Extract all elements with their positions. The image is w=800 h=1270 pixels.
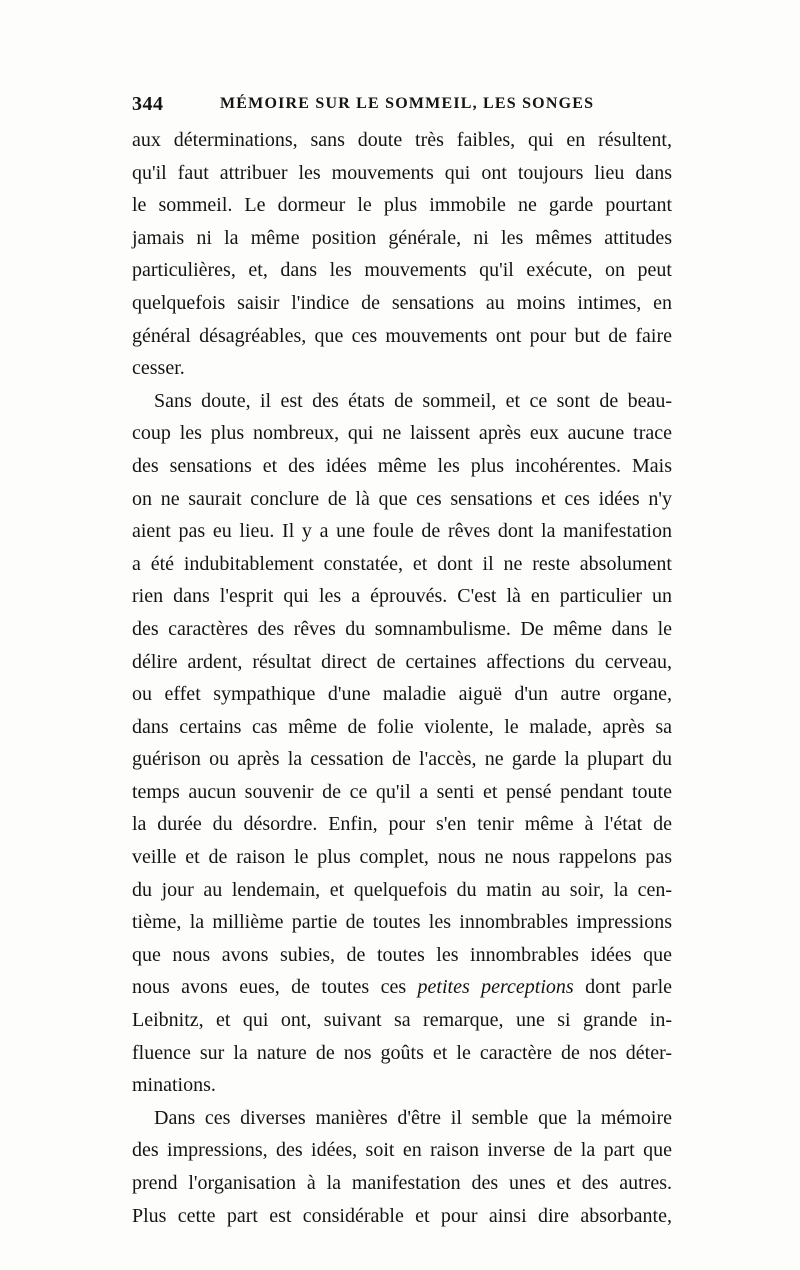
text-line: que nous avons subies, de toutes les innombrables idées que <box>132 943 672 966</box>
text-line: on ne saurait conclure de là que ces sensations et ces idées n'y <box>132 487 672 510</box>
text-line: temps aucun souvenir de ce qu'il a senti et pensé pendant toute <box>132 780 672 803</box>
text-line: rien dans l'esprit qui les a éprouvés. C'est là en particulier un <box>132 585 672 608</box>
text-line: dans certains cas même de folie violente, le malade, après sa <box>132 715 672 738</box>
text-line-with-italic <box>132 971 672 1004</box>
body-text <box>132 124 672 1232</box>
page-number: 344 <box>132 93 164 115</box>
text-line: ou effet sympathique d'une maladie aiguë d'un autre organe, <box>132 683 672 706</box>
text-segment: dont parle <box>585 976 672 999</box>
text-segment: nous avons eues, de toutes ces <box>132 976 407 999</box>
text-line: particulières, et, dans les mouvements qu'il exécute, on peut <box>132 259 672 282</box>
text-line: général désagréables, que ces mouvements ont pour but de faire <box>132 324 672 347</box>
page-header <box>132 93 672 119</box>
text-line: aient pas eu lieu. Il y a une foule de rêves dont la manifestation <box>132 520 672 543</box>
text-line: Plus cette part est considérable et pour ainsi dire absorbante, <box>132 1204 672 1227</box>
paragraph-start-line: Sans doute, il est des états de sommeil, et ce sont de beau- <box>154 389 672 412</box>
text-line: jamais ni la même position générale, ni les mêmes attitudes <box>132 226 672 249</box>
text-line: coup les plus nombreux, qui ne laissent après eux aucune trace <box>132 422 672 445</box>
text-line: minations. <box>132 1074 216 1097</box>
text-line: a été indubitablement constatée, et dont il ne reste absolument <box>132 552 672 575</box>
text-line: cesser. <box>132 357 185 380</box>
italic-phrase: petites perceptions <box>417 976 574 999</box>
text-line: des caractères des rêves du somnambulisme. De même dans le <box>132 617 672 640</box>
text-line: prend l'organisation à la manifestation des unes et des autres. <box>132 1172 672 1194</box>
text-line: qu'il faut attribuer les mouvements qui ont toujours lieu dans <box>132 161 672 184</box>
text-line: Leibnitz, et qui ont, suivant sa remarque, une si grande in- <box>132 1009 672 1032</box>
text-line: des impressions, des idées, soit en raison inverse de la part que <box>132 1139 672 1162</box>
running-title: MÉMOIRE SUR LE SOMMEIL, LES SONGES <box>220 95 595 112</box>
text-line: aux déterminations, sans doute très faibles, qui en résultent, <box>132 129 672 151</box>
paragraph-start-line: Dans ces diverses manières d'être il semble que la mémoire <box>154 1106 672 1129</box>
text-line: des sensations et des idées même les plus incohérentes. Mais <box>132 454 672 477</box>
text-line: guérison ou après la cessation de l'accès, ne garde la plupart du <box>132 748 672 771</box>
text-line: quelquefois saisir l'indice de sensations au moins intimes, en <box>132 291 672 314</box>
text-line: délire ardent, résultat direct de certaines affections du cerveau, <box>132 650 672 673</box>
text-line: la durée du désordre. Enfin, pour s'en tenir même à l'état de <box>132 813 672 836</box>
text-line: tième, la millième partie de toutes les innombrables impressions <box>132 911 672 934</box>
text-line: le sommeil. Le dormeur le plus immobile ne garde pourtant <box>132 194 672 217</box>
text-line: veille et de raison le plus complet, nous ne nous rappelons pas <box>132 846 672 869</box>
text-line: fluence sur la nature de nos goûts et le caractère de nos déter- <box>132 1041 672 1064</box>
text-line: du jour au lendemain, et quelquefois du matin au soir, la cen- <box>132 878 672 901</box>
